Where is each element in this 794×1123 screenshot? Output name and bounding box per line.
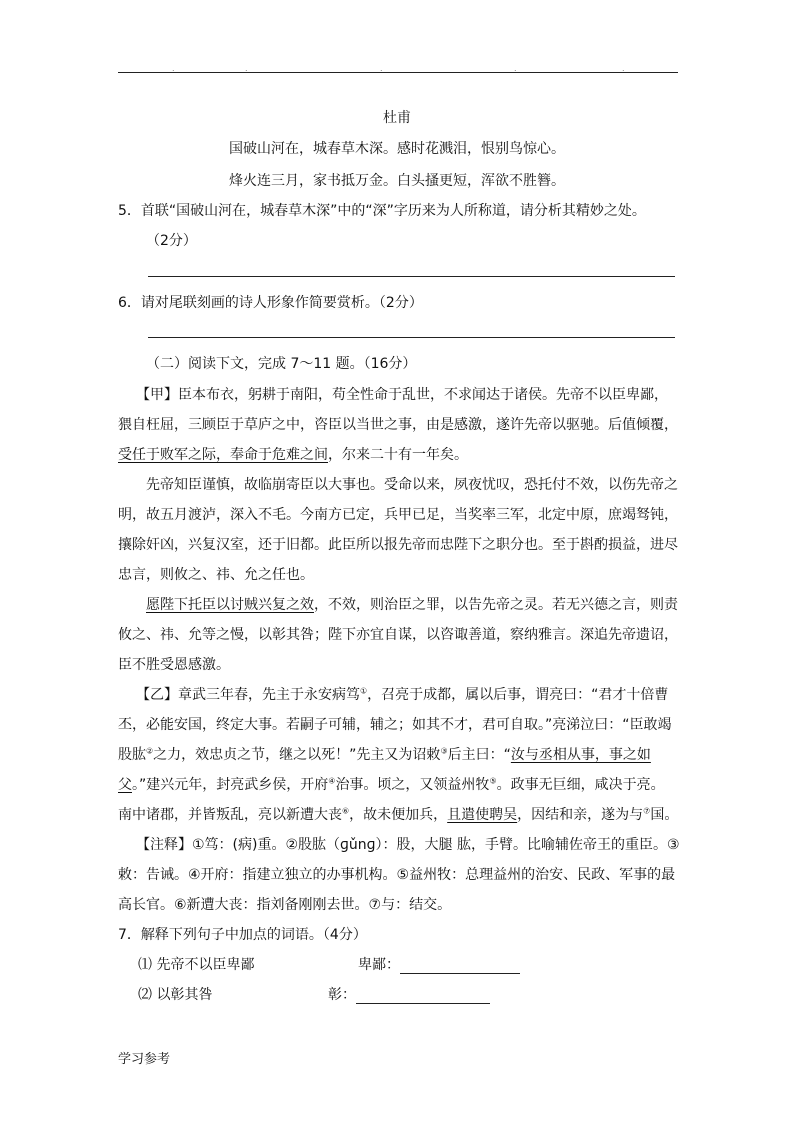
footer-label: 学习参考 bbox=[118, 1052, 171, 1067]
answer-blank[interactable] bbox=[400, 959, 520, 974]
jia-line: 臣不胜受恩感激。 bbox=[118, 657, 230, 673]
notes-line: 高长官。⑥新遭大丧：指刘备刚刚去世。⑦与：结交。 bbox=[118, 897, 452, 913]
question-5: 5．首联“国破山河在，城春草木深”中的“深”字历来为人所称道，请分析其精妙之处。 bbox=[118, 203, 646, 219]
answer-line-q5[interactable] bbox=[148, 276, 675, 277]
poem-author: 杜甫 bbox=[383, 110, 411, 126]
underlined-sentence: 且遣使聘吴 bbox=[447, 807, 518, 823]
poem-line-2: 烽火连三月，家书抵万金。白头搔更短，浑欲不胜簪。 bbox=[229, 173, 565, 189]
jia-line: 忠言，则攸之、祎、允之任也。 bbox=[118, 567, 314, 583]
yi-line: 股肱②之力，效忠贞之节，继之以死！”先主又为诏敕③后主曰：“汝与丞相从事，事之如 bbox=[118, 746, 651, 763]
question-5-score: （2分） bbox=[146, 233, 197, 249]
underlined-sentence: 父 bbox=[118, 777, 132, 793]
underlined-sentence: 受任于败军之际，奉命于危难之间 bbox=[118, 447, 328, 463]
section-heading: （二）阅读下文，完成 7～11 题。（16分） bbox=[146, 356, 417, 372]
header-rule bbox=[118, 72, 678, 73]
answer-blank[interactable] bbox=[356, 989, 490, 1004]
notes-line: 【注释】①笃：(病)重。②股肱（ɡǔnɡ）：股，大腿 肱，手臂。比喻辅佐帝王的重臣。③ bbox=[136, 837, 680, 853]
yi-line: 丕，必能安国，终定大事。若嗣子可辅，辅之；如其不才，君可自取。”亮涕泣曰：“臣敢竭 bbox=[118, 717, 672, 733]
yi-line: 南中诸郡，并皆叛乱，亮以新遭大丧⑥，故未便加兵，且遣使聘吴，因结和亲，遂为与⑦国。 bbox=[118, 806, 679, 823]
header-dot: . bbox=[622, 64, 625, 73]
jia-line: 攸之、祎、允等之慢，以彰其咎；陛下亦宜自谋，以咨诹善道，察纳雅言。深追先帝遗诏， bbox=[118, 627, 678, 643]
notes-line: 敕：告诫。④开府：指建立独立的办事机构。⑤益州牧：总理益州的治安、民政、军事的最 bbox=[118, 867, 676, 883]
question-6: 6．请对尾联刻画的诗人形象作简要赏析。（2分） bbox=[118, 295, 423, 311]
question-7: 7．解释下列句子中加点的词语。（4分） bbox=[118, 927, 367, 943]
header-dot: . bbox=[380, 64, 383, 73]
header-dot: . bbox=[245, 64, 248, 73]
jia-line: 明，故五月渡泸，深入不毛。今南方已定，兵甲已足，当奖率三军，北定中原，庶竭驽钝， bbox=[118, 507, 678, 523]
question-7-item-1-word: 卑鄙： bbox=[358, 954, 520, 974]
question-7-item-2-word: 彰： bbox=[328, 984, 490, 1004]
jia-line: 攘除奸凶，兴复汉室，还于旧都。此臣所以报先帝而忠陛下之职分也。至于斟酌损益，进尽 bbox=[118, 537, 678, 553]
jia-line: 先帝知臣谨慎，故临崩寄臣以大事也。受命以来，夙夜忧叹，恐托付不效，以伤先帝之 bbox=[146, 477, 678, 493]
underlined-sentence: 愿陛下托臣以讨贼兴复之效 bbox=[146, 597, 314, 613]
answer-line-q6[interactable] bbox=[148, 337, 675, 338]
header-dot: . bbox=[514, 64, 517, 73]
poem-line-1: 国破山河在，城春草木深。感时花溅泪，恨别鸟惊心。 bbox=[229, 141, 565, 157]
question-7-item-2: ⑵ 以彰其咎 bbox=[138, 987, 213, 1003]
jia-line: 【甲】臣本布衣，躬耕于南阳，苟全性命于乱世，不求闻达于诸侯。先帝不以臣卑鄙， bbox=[136, 387, 668, 403]
header-dot: . bbox=[172, 64, 175, 73]
yi-line: 【乙】章武三年春，先主于永安病笃①，召亮于成都，属以后事，谓亮曰：“君才十倍曹 bbox=[136, 686, 669, 703]
jia-line: 猥自枉屈，三顾臣于草庐之中，咨臣以当世之事，由是感激，遂许先帝以驱驰。后值倾覆， bbox=[118, 417, 678, 433]
underlined-sentence: 汝与丞相从事，事之如 bbox=[510, 747, 651, 763]
yi-line: 父。”建兴元年，封亮武乡侯，开府④治事。顷之，又领益州牧⑤。政事无巨细，咸决于亮。 bbox=[118, 776, 665, 793]
jia-line: 愿陛下托臣以讨贼兴复之效，不效，则治臣之罪，以告先帝之灵。若无兴德之言，则责 bbox=[146, 597, 678, 613]
jia-line: 受任于败军之际，奉命于危难之间，尔来二十有一年矣。 bbox=[118, 447, 468, 463]
question-7-item-1: ⑴ 先帝不以臣卑鄙 bbox=[138, 957, 255, 973]
